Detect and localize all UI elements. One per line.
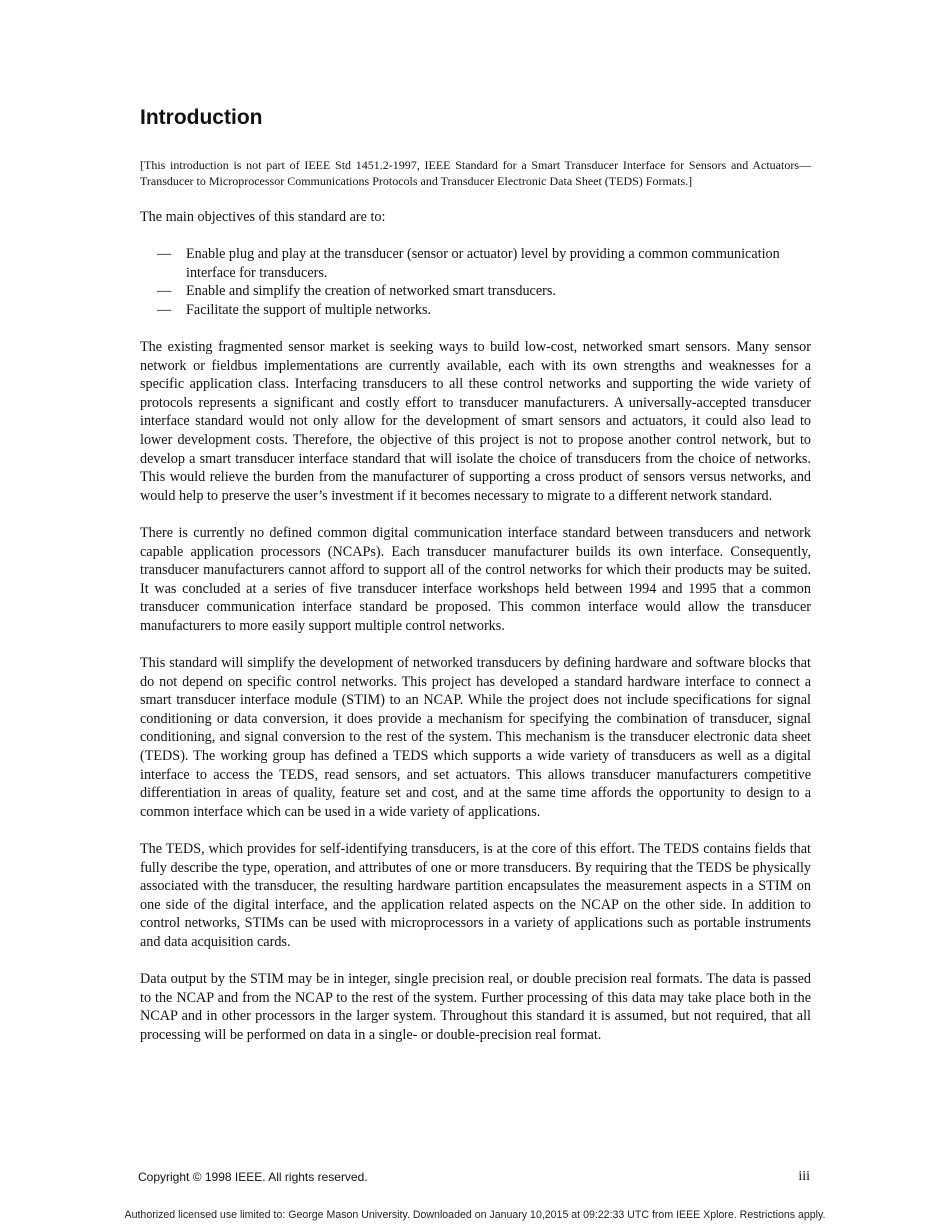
dash-bullet: — bbox=[157, 246, 172, 262]
paragraph-no-common-interface: There is currently no defined common digital communication interface standard between transducers and network capable application processors (NCAPs). Each transducer manufacturer builds its own interface. Consequently, transducer manufacturers cannot afford to support all of the control networks for which their products may be suited. It was concluded at a series of five transducer interface workshops held between 1994 and 1995 that a common transducer communication interface standard be proposed. This common interface would allow the transducer manufacturers to more easily support multiple control networks. bbox=[140, 524, 811, 634]
document-page bbox=[140, 104, 811, 1063]
paragraph-standard-simplifies: This standard will simplify the development of networked transducers by defining hardware and software blocks that do not depend on specific control networks. This project has developed a standard hardware interface to connect a smart transducer interface module (STIM) to an NCAP. While the project does not include specifications for signal conditioning or data conversion, it does provide a mechanism for specifying the combination of transducer, signal conditioning, and signal conversion to the rest of the system. This mechanism is the transducer electronic data sheet (TEDS). The working group has defined a TEDS which supports a wide variety of transducers as well as a digital interface to access the TEDS, read sensors, and set actuators. This allows transducer manufacturers competitive differentiation in areas of quality, feature set and cost, and at the same time affords the opportunity to design to a common interface which can be used in a wide variety of applications. bbox=[140, 655, 811, 820]
list-item-text: Enable plug and play at the transducer (sensor or actuator) level by providing a common communication interface for transducers. bbox=[186, 246, 780, 281]
list-item bbox=[140, 245, 811, 282]
objectives-intro: The main objectives of this standard are to: bbox=[140, 208, 386, 225]
dash-bullet: — bbox=[157, 283, 172, 300]
page-title: Introduction bbox=[140, 106, 263, 129]
list-item-text: Facilitate the support of multiple networks. bbox=[186, 301, 432, 318]
list-item bbox=[140, 282, 811, 301]
introduction-note: [This introduction is not part of IEEE Std 1451.2-1997, IEEE Standard for a Smart Transducer Interface for Sensors and Actuators—Transducer to Microprocessor Communications Protocols and Transducer Electronic Data Sheet (TEDS) Formats.] bbox=[140, 158, 811, 189]
dash-bullet: — bbox=[157, 301, 172, 318]
page-number: iii bbox=[798, 1169, 810, 1184]
list-item-text: Enable and simplify the creation of networked smart transducers. bbox=[186, 283, 556, 300]
objectives-list bbox=[140, 245, 811, 319]
paragraph-teds-core: The TEDS, which provides for self-identifying transducers, is at the core of this effort. The TEDS contains fields that fully describe the type, operation, and attributes of one or more transducers. By requiring that the TEDS be physically associated with the transducer, the resulting hardware partition encapsulates the measurement aspects in a STIM on one side of the digital interface, and the application related aspects on the NCAP on the other side. In addition to control networks, STIMs can be used with microprocessors in a variety of applications such as portable instruments and data acquisition cards. bbox=[140, 841, 811, 950]
paragraph-sensor-market: The existing fragmented sensor market is seeking ways to build low-cost, networked smart sensors. Many sensor network or fieldbus implementations are currently available, each with its own strengths and weaknesses for a specific application class. Interfacing transducers to all these control networks and supporting the wide variety of protocols represents a significant and costly effort to transducer manufacturers. A universally-accepted transducer interface standard would not only allow for the development of smart sensors and actuators, it could also lead to lower development costs. Therefore, the objective of this project is not to propose another control network, but to develop a smart transducer interface standard that will isolate the choice of transducers from the choice of networks. This would relieve the burden from the manufacturer of supporting a cross product of sensors versus networks, and would help to preserve the user’s investment if it becomes necessary to migrate to a different network standard. bbox=[140, 338, 811, 504]
paragraph-data-output: Data output by the STIM may be in integer, single precision real, or double precision real formats. The data is passed to the NCAP and from the NCAP to the rest of the system. Further processing of this data may take place both in the NCAP and in other processors in the larger system. Throughout this standard it is assumed, but not required, that all processing will be performed on data in a single- or double-precision real format. bbox=[140, 971, 811, 1043]
license-notice: Authorized licensed use limited to: George Mason University. Downloaded on January 10,2015 at 09:22:33 UTC from IEEE Xplore. Restrictions apply. bbox=[124, 1209, 826, 1221]
list-item bbox=[140, 301, 811, 320]
footer-copyright: Copyright © 1998 IEEE. All rights reserved. bbox=[138, 1170, 368, 1184]
